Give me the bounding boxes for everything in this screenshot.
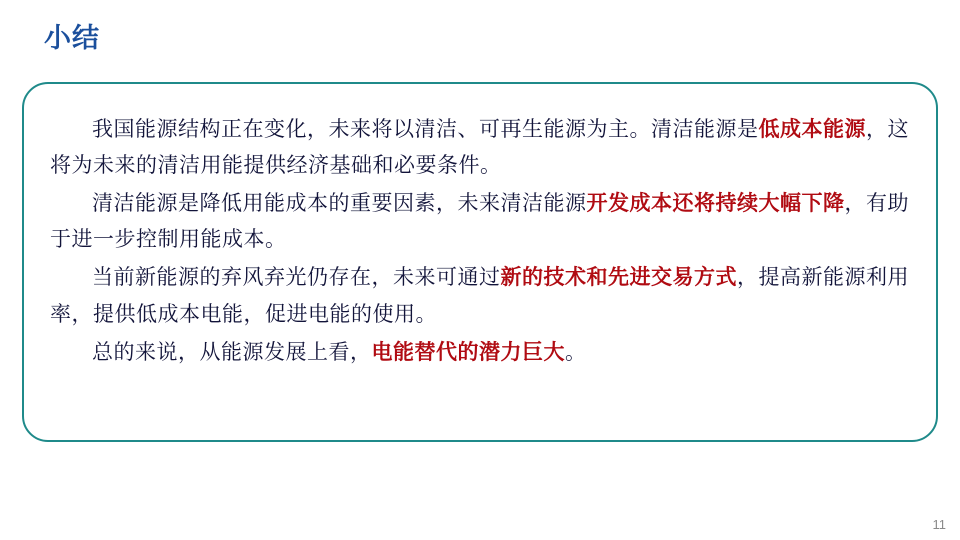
highlighted-text: 低成本能源 xyxy=(758,118,866,141)
highlighted-text: 新的技术和先进交易方式 xyxy=(500,266,737,290)
body-text: ，这将为未来的清洁用能提供经济基础和必要条件。 xyxy=(50,118,909,178)
body-text: ，有助于进一步控制用能成本。 xyxy=(50,192,909,252)
body-text: 清洁能源是降低用能成本的重要因素，未来清洁能源 xyxy=(92,192,587,216)
paragraph xyxy=(50,186,910,258)
highlighted-text: 电能替代的潜力巨大 xyxy=(371,340,565,364)
paragraph xyxy=(50,335,910,371)
paragraph xyxy=(50,112,910,184)
body-text: 。 xyxy=(565,340,587,364)
highlighted-text: 开发成本还将持续大幅下降 xyxy=(586,192,845,216)
page-number: 11 xyxy=(932,517,946,532)
body-text: 当前新能源的弃风弃光仍存在，未来可通过 xyxy=(92,266,501,290)
summary-content-box xyxy=(22,82,938,442)
page-title: 小结 xyxy=(44,23,100,53)
body-text: 我国能源结构正在变化，未来将以清洁、可再生能源为主。清洁能源是 xyxy=(92,118,759,141)
paragraph xyxy=(50,260,910,332)
body-text: ，提高新能源利用率，提供低成本电能，促进电能的使用。 xyxy=(50,266,909,326)
body-text: 总的来说，从能源发展上看， xyxy=(92,340,372,364)
